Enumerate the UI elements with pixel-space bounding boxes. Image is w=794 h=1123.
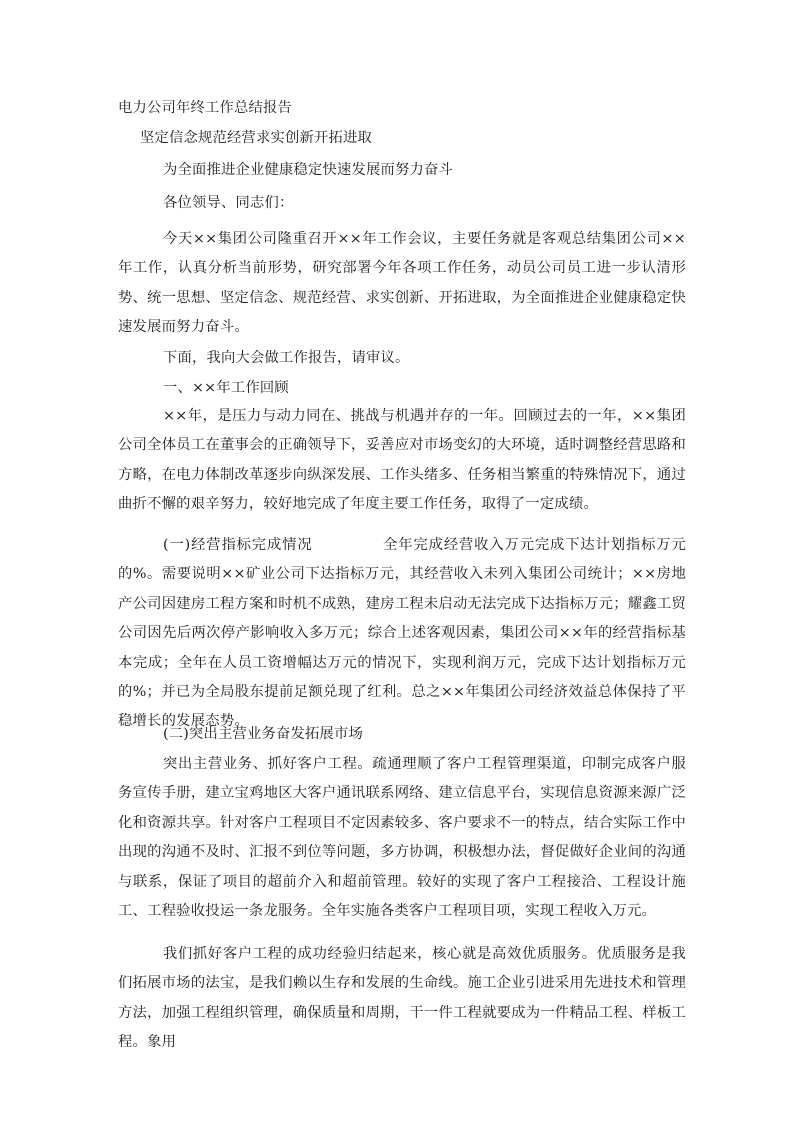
document-title: 电力公司年终工作总结报告 (118, 100, 292, 116)
paragraph-intro: 今天××集团公司隆重召开××年工作会议，主要任务就是客观总结集团公司××年工作，认真分析当前形势，研究部署今年各项工作任务，动员公司员工进一步认清形势、统一思想、坚定信念、规范经营、求实创新、开拓进取，为全面推进企业健康稳定快速发展而努力奋斗。 (118, 231, 686, 336)
subsection-heading-operating-indicators: (一)经营指标完成情况 (163, 537, 313, 553)
subsection-operating-indicators (118, 531, 686, 737)
subsection-body-operating-indicators: 全年完成经营收入万元完成下达计划指标万元的%。需要说明××矿业公司下达指标万元，其经营收入未列入集团公司统计；××房地产公司因建房工程方案和时机不成熟，建房工程未启动无法完成下达指标万元；耀鑫工贸公司因先后两次停产影响收入多万元；综合上述客观因素，集团公司××年的经营指标基本完成；全年在人员工资增幅达万元的情况下，实现利润万元，完成下达计划指标万元的%；并已为全局股东提前足额兑现了红利。总之××年集团公司经济效益总体保持了平稳增长的发展态势。 (118, 537, 687, 730)
section-heading-review: 一、××年工作回顾 (163, 380, 289, 396)
document-subtitle-1: 坚定信念规范经营求实创新开拓进取 (140, 130, 372, 146)
paragraph-report: 下面，我向大会做工作报告，请审议。 (163, 350, 410, 366)
paragraph-review: ××年，是压力与动力同在、挑战与机遇并存的一年。回顾过去的一年，××集团公司全体员工在董事会的正确领导下，妥善应对市场变幻的大环境，适时调整经营思路和方略，在电力体制改革逐步向纵深发展、工作头绪多、任务相当繁重的特殊情况下，通过曲折不懈的艰辛努力，较好地完成了年度主要工作任务，取得了一定成绩。 (118, 408, 686, 513)
document-subtitle-2: 为全面推进企业健康稳定快速发展而努力奋斗 (163, 162, 453, 178)
salutation: 各位领导、同志们： (163, 195, 294, 211)
paragraph-main-business: 突出主营业务、抓好客户工程。疏通理顺了客户工程管理渠道，印制完成客户服务宣传手册，建立宝鸡地区大客户通讯联系网络、建立信息平台，实现信息资源来源广泛化和资源共享。针对客户工程项目不定因素较多、客户要求不一的特点，结合实际工作中出现的沟通不及时、汇报不到位等问题，多方协调，积极想办法，督促做好企业间的沟通与联系，保证了项目的超前介入和超前管理。较好的实现了客户工程接洽、工程设计施工、工程验收投运一条龙服务。全年实施各类客户工程项目项，实现工程收入万元。 (118, 756, 686, 920)
subsection-heading-main-business: (二)突出主营业务奋发拓展市场 (163, 726, 364, 742)
paragraph-experience: 我们抓好客户工程的成功经验归结起来，核心就是高效优质服务。优质服务是我们拓展市场的法宝，是我们赖以生存和发展的生命线。施工企业引进采用先进技术和管理方法，加强工程组织管理，确保质量和周期，干一件工程就要成为一件精品工程、样板工程。象用 (118, 946, 686, 1051)
